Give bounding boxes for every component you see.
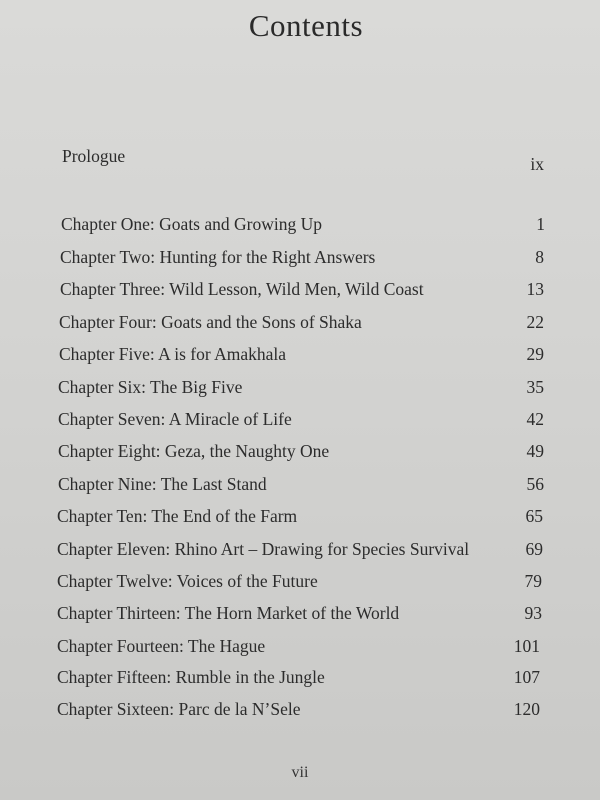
entry-page-number: 56	[526, 474, 544, 494]
entry-label: Chapter Eleven: Rhino Art – Drawing for Species Survival	[57, 539, 470, 559]
toc-entry	[0, 247, 600, 271]
toc-entry	[0, 312, 600, 336]
toc-entry	[0, 377, 600, 401]
entry-label: Chapter Three: Wild Lesson, Wild Men, Wild Coast	[60, 279, 424, 299]
entry-label: Chapter Two: Hunting for the Right Answers	[60, 247, 376, 267]
entry-label: Chapter Twelve: Voices of the Future	[57, 571, 318, 591]
entry-page-number: 69	[525, 539, 543, 559]
toc-entry	[0, 441, 600, 465]
entry-label: Prologue	[62, 146, 126, 166]
entry-page-number: 101	[513, 636, 540, 656]
entry-label: Chapter Seven: A Miracle of Life	[58, 409, 292, 429]
entry-page-number: 65	[525, 506, 543, 526]
entry-page-number: 120	[513, 699, 540, 719]
entry-label: Chapter Eight: Geza, the Naughty One	[58, 441, 330, 461]
toc-entry	[0, 699, 600, 723]
toc-entry	[0, 344, 600, 368]
toc-entry	[0, 474, 600, 498]
page-title: Contents	[248, 8, 364, 43]
entry-page-number: 42	[526, 409, 544, 429]
entry-page-number: 107	[513, 667, 540, 687]
entry-label: Chapter Four: Goats and the Sons of Shaka	[59, 312, 362, 332]
toc-entry	[0, 539, 600, 563]
toc-entry	[0, 506, 600, 530]
entry-page-number: 35	[526, 377, 544, 397]
entry-label: Chapter Nine: The Last Stand	[58, 474, 267, 494]
entry-label: Chapter Thirteen: The Horn Market of the World	[57, 603, 400, 623]
toc-entry	[0, 603, 600, 627]
entry-label: Chapter Five: A is for Amakhala	[59, 344, 286, 364]
toc-entry	[0, 214, 600, 238]
toc-entry	[0, 636, 600, 660]
entry-page-number: ix	[530, 154, 544, 174]
toc-entry	[0, 279, 600, 303]
toc-entry-prologue	[0, 146, 600, 174]
entry-page-number: 22	[526, 312, 544, 332]
entry-page-number: 13	[526, 279, 544, 299]
toc-entry	[0, 409, 600, 433]
entry-page-number: 93	[524, 603, 542, 623]
toc-entry	[0, 571, 600, 595]
toc-entry	[0, 667, 600, 691]
entry-page-number: 29	[526, 344, 544, 364]
entry-label: Chapter Sixteen: Parc de la N’Sele	[57, 699, 301, 719]
entry-page-number: 8	[535, 247, 544, 267]
entry-label: Chapter Ten: The End of the Farm	[57, 506, 298, 526]
entry-label: Chapter Fourteen: The Hague	[57, 636, 266, 656]
entry-page-number: 79	[524, 571, 542, 591]
entry-label: Chapter One: Goats and Growing Up	[61, 214, 322, 234]
entry-page-number: 49	[526, 441, 544, 461]
entry-label: Chapter Six: The Big Five	[58, 377, 243, 397]
page-folio: vii	[291, 764, 309, 781]
entry-label: Chapter Fifteen: Rumble in the Jungle	[57, 667, 325, 687]
entry-page-number: 1	[536, 214, 545, 234]
